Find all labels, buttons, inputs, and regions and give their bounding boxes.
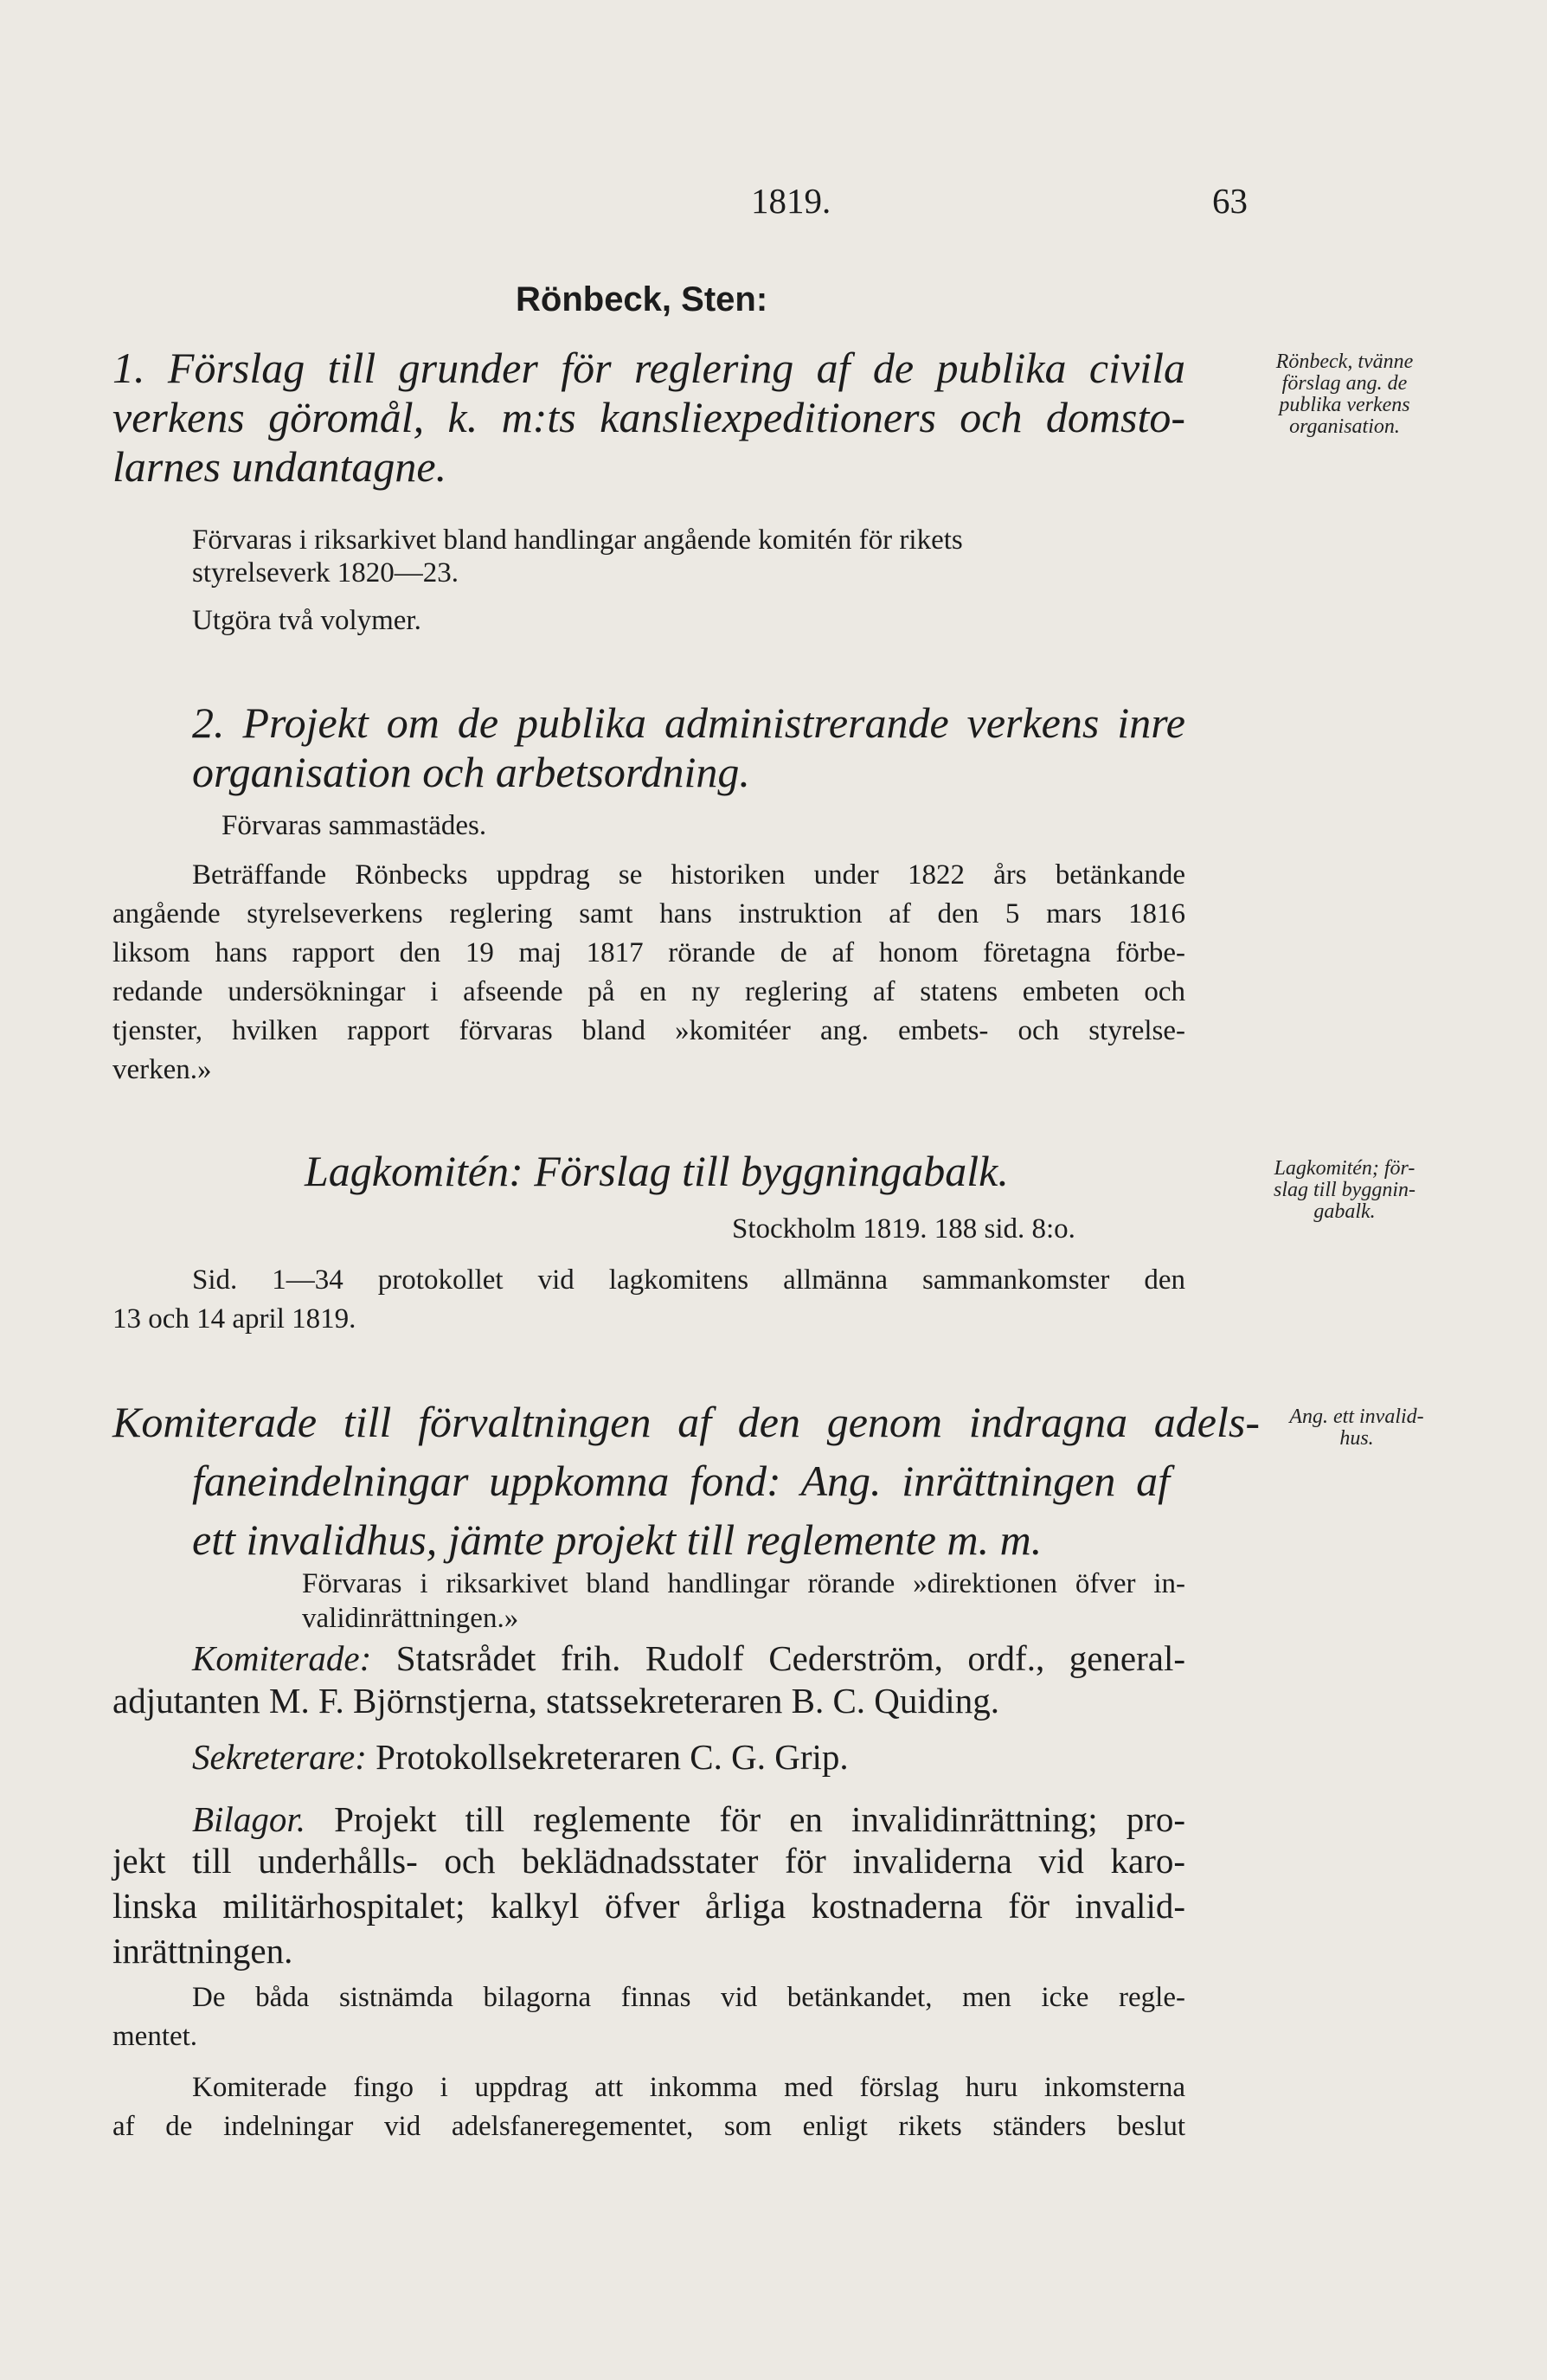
komiterade-title-line: Komiterade till förvaltningen af den genom indragna adels- <box>112 1398 1260 1446</box>
members-line <box>112 1637 1185 1683</box>
item2-note: Förvaras sammastädes. <box>221 810 487 841</box>
bilagor-line: inrättningen. <box>112 1931 293 1971</box>
ronbeck-paragraph <box>112 861 1185 1095</box>
para-line: 13 och 14 april 1819. <box>112 1303 356 1335</box>
item2-title <box>192 698 1185 800</box>
note-line: Förvaras i riksarkivet bland handlingar rörande »direktionen öfver in- <box>302 1568 1185 1599</box>
komiterade-text: Statsrådet frih. Rudolf Cederström, ordf., general- <box>395 1638 1185 1678</box>
bilagor-line: linska militärhospitalet; kalkyl öfver årliga kostnaderna för invalid- <box>112 1886 1185 1926</box>
para-line: De båda sistnämda bilagorna finnas vid betänkandet, men icke regle- <box>192 1982 1185 2013</box>
sekreterare-label: Sekreterare: <box>192 1737 367 1777</box>
item1-extra: Utgöra två volymer. <box>192 605 421 636</box>
para-line: Sid. 1—34 protokollet vid lagkomitens allmänna sammankomster den <box>192 1264 1185 1296</box>
item1-title-line: 1. Förslag till grunder för reglering af de publika civila <box>112 344 1185 392</box>
lagkomiten-imprint: Stockholm 1819. 188 sid. 8:o. <box>732 1213 1075 1245</box>
margin-line: publika verkens <box>1279 394 1410 416</box>
sekreterare-line <box>192 1737 849 1777</box>
para-line: Komiterade fingo i uppdrag att inkomma med förslag huru inkomsterna <box>192 2072 1185 2103</box>
note-line: styrelseverk 1820—23. <box>192 557 459 589</box>
komiterade-members <box>112 1637 1185 1729</box>
para-line: verken.» <box>112 1054 212 1085</box>
para-line: tjenster, hvilken rapport förvaras bland »komitéer ang. embets- och styrelse- <box>112 1015 1185 1046</box>
bilagor-line: jekt till underhålls- och beklädnadsstater för invaliderna vid karo- <box>112 1841 1185 1881</box>
item2-title-line: 2. Projekt om de publika administrerande verkens inre <box>192 698 1185 747</box>
sekreterare-text: Protokollsekreteraren C. G. Grip. <box>376 1737 849 1777</box>
para-line: Beträffande Rönbecks uppdrag se historiken under 1822 års betänkande <box>192 859 1185 891</box>
item1-note <box>192 526 1185 592</box>
invalidhus-note <box>112 1570 1185 1639</box>
margin-note-invalidhus <box>1261 1406 1452 1450</box>
para-uppdrag <box>112 2074 1185 2152</box>
note-line: validinrättningen.» <box>302 1603 519 1634</box>
komiterade-title-line: ett invalidhus, jämte projekt till reglemente m. m. <box>192 1515 1043 1564</box>
margin-line: gabalk. <box>1313 1200 1376 1223</box>
item2-title-line: organisation och arbetsordning. <box>192 748 750 796</box>
margin-line: Ang. ett invalid- <box>1289 1405 1424 1428</box>
margin-line: Lagkomitén; för- <box>1274 1157 1415 1180</box>
margin-line: förslag ang. de <box>1281 372 1408 395</box>
margin-note-ronbeck <box>1232 351 1457 438</box>
members-line: adjutanten M. F. Björnstjerna, statssekreteraren B. C. Quiding. <box>112 1681 999 1721</box>
item1-title-line: verkens göromål, k. m:ts kansliexpeditioners och domsto- <box>112 393 1185 441</box>
bilagor-text: Projekt till reglemente för en invalidinrättning; pro- <box>334 1799 1186 1839</box>
bilagor-line <box>112 1798 1185 1843</box>
komiterade-label: Komiterade: <box>192 1638 372 1678</box>
item1-title <box>112 346 1185 494</box>
section-heading: Rönbeck, Sten: <box>516 280 768 318</box>
para-line: mentet. <box>112 2021 198 2052</box>
para-line: redande undersökningar i afseende på en ny reglering af statens embeten och <box>112 976 1185 1007</box>
page-number: 63 <box>1212 181 1248 221</box>
komiterade-title <box>112 1400 1260 1577</box>
bilagor-label: Bilagor. <box>192 1799 305 1839</box>
margin-note-lagkomiten <box>1232 1158 1457 1223</box>
running-head-year: 1819. <box>751 181 831 221</box>
para-line: liksom hans rapport den 19 maj 1817 rörande de af honom företagna förbe- <box>112 937 1185 968</box>
bilagor-block <box>112 1798 1185 1978</box>
komiterade-title-line: faneindelningar uppkomna fond: Ang. inrättningen af <box>192 1457 1170 1505</box>
lagkomiten-title: Lagkomitén: Förslag till byggningabalk. <box>305 1147 1009 1195</box>
note-line: Förvaras i riksarkivet bland handlingar angående komitén för rikets <box>192 524 963 556</box>
para-line: angående styrelseverkens reglering samt hans instruktion af den 5 mars 1816 <box>112 898 1185 929</box>
lagkomiten-paragraph <box>112 1266 1185 1344</box>
para-line: af de indelningar vid adelsfaneregementet, som enligt rikets ständers beslut <box>112 2111 1185 2142</box>
margin-line: Rönbeck, tvänne <box>1275 351 1414 373</box>
para-bilagorna <box>112 1984 1185 2062</box>
margin-line: hus. <box>1339 1427 1374 1450</box>
item1-title-line: larnes undantagne. <box>112 442 447 491</box>
margin-line: organisation. <box>1289 415 1400 438</box>
margin-line: slag till byggnin- <box>1274 1179 1415 1201</box>
